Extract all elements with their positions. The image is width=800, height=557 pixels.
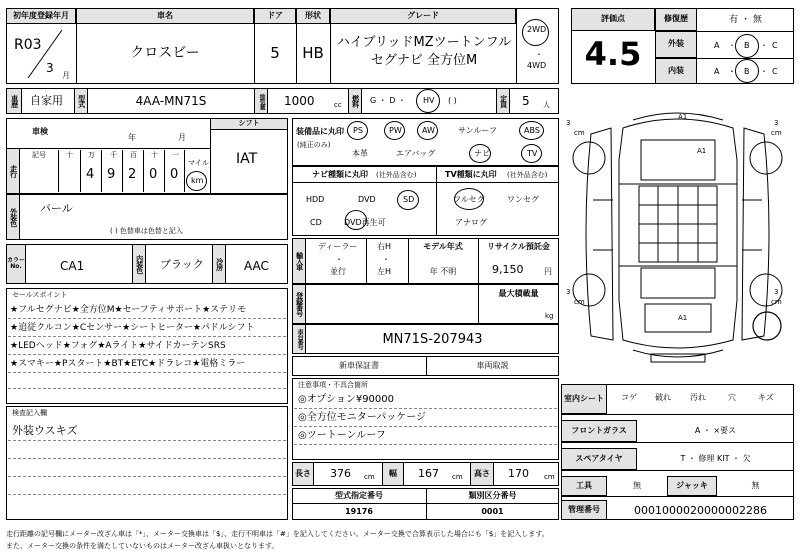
- sales-label: セールスポイント: [12, 291, 68, 299]
- length-label: 長さ: [292, 462, 314, 486]
- equipment-label: 装備品に丸印: [296, 127, 344, 136]
- drive-4wd: 4WD: [527, 61, 547, 70]
- diagram-unit-bl: cm: [574, 298, 585, 306]
- grade-label: グレード: [330, 8, 516, 24]
- int-color-value: ブラック: [160, 258, 204, 271]
- usage-label: 車歴: [6, 88, 22, 114]
- equip-navi-circle: [469, 144, 491, 163]
- class-no-value: 0001: [481, 507, 504, 516]
- tv-analog: アナログ: [455, 218, 487, 227]
- inspector-value: 外装ウスキズ: [12, 424, 78, 437]
- grade-value: ハイブリッドMZツートンフルセグナビ 全方位M: [336, 35, 512, 68]
- sales-line-3: ★スマキー★Pスタート★BT★ETC★ドラレコ★電格ミラー: [10, 359, 246, 369]
- mileage-digit-4: 0: [149, 167, 158, 182]
- mgmt-label: 管理番号: [561, 500, 607, 520]
- displacement-value: 1000: [284, 94, 315, 108]
- glass-value: A ・ ×要ス: [694, 426, 737, 435]
- equip-leather: 本革: [352, 149, 368, 158]
- capacity-unit: 人: [543, 101, 550, 109]
- notes-line-1: ◎全方位モニターパッケージ: [298, 412, 427, 423]
- interior-b: B: [744, 67, 750, 76]
- import-parallel: 並行: [330, 267, 346, 276]
- mileage-sub: 記号: [32, 151, 46, 159]
- equip-aw: AW: [422, 126, 435, 135]
- length-unit: cm: [364, 473, 375, 481]
- mileage-km-circle: [186, 171, 207, 191]
- mileage-unit-2: 千: [110, 151, 117, 159]
- exterior-c: C: [772, 41, 778, 50]
- equip-aw-circle: [417, 121, 438, 140]
- inspection-year: 年: [128, 133, 136, 142]
- tv-oneseg: ワンセグ: [507, 195, 539, 204]
- usage-value: 自家用: [30, 94, 63, 107]
- equip-airbag: エアバッグ: [396, 149, 436, 158]
- jack-label: ジャッキ: [667, 476, 717, 496]
- mileage-digit-5: 0: [170, 167, 179, 182]
- import-rh: 右H: [377, 242, 392, 251]
- class-no-label: 類別区分番号: [468, 491, 517, 500]
- model-label: 型式: [74, 88, 88, 114]
- max-load-unit: kg: [545, 312, 554, 320]
- shape-label: 形状: [296, 8, 330, 24]
- type-no-label: 型式指定番号: [335, 491, 383, 500]
- color-no-label: カラーNo.: [6, 244, 26, 284]
- length-value: 376: [330, 467, 351, 480]
- navi-sd-circle: [397, 190, 419, 210]
- diagram-unit-tr: cm: [771, 129, 782, 137]
- equip-tv: TV: [527, 149, 538, 158]
- tv-label: TV種類に丸印: [445, 170, 497, 179]
- jack-value: 無: [751, 481, 760, 490]
- mileage-unit-4: 十: [151, 151, 158, 159]
- fuel-hv: HV: [423, 96, 435, 105]
- equip-ps-circle: [347, 121, 368, 140]
- drive-2wd-circle: [522, 19, 549, 46]
- equip-tv-circle: [521, 144, 542, 163]
- mileage-label: 走行: [6, 148, 20, 194]
- equip-pw: PW: [389, 126, 402, 135]
- diagram-corner-br: 3: [774, 288, 779, 296]
- navi-cd: CD: [310, 218, 322, 227]
- color-note: ( ) 色替車は色替と記入: [110, 227, 183, 235]
- first-reg-label: 初年度登録年月: [6, 8, 76, 24]
- import-lh: 左H: [377, 267, 392, 276]
- navi-dvd-play: DVD再生可: [344, 218, 386, 227]
- car-name-label: 車名: [76, 8, 254, 24]
- fuel-opts: G ・ D ・: [370, 96, 406, 105]
- footer-line-1: また、メーター交換の条件を満たしていないものはメーター改ざん車扱いとなります。: [6, 542, 279, 550]
- score-value: 4.5: [584, 35, 642, 73]
- diagram-corner-bl: 3: [566, 288, 571, 296]
- footer-line-0: 走行距離の記号欄にメーター改ざん車は「*」、メーター交換車は「$」、走行不明車は「#」を記入してください。メーター交換で合算表示した場合にも「$」を記入します。: [6, 530, 549, 538]
- navi-sd: SD: [403, 195, 415, 204]
- height-value: 170: [508, 467, 529, 480]
- drive-2wd: 2WD: [527, 25, 547, 34]
- sales-line-2: ★LEDヘッド★フォグ★Aライト★サイドカーテンSRS: [10, 341, 226, 351]
- model-value: 4AA-MN71S: [135, 94, 207, 108]
- color-value: パール: [40, 202, 73, 215]
- type-no-value: 19176: [345, 507, 373, 516]
- capacity-label: 定員: [496, 88, 510, 114]
- mileage-unit-1: 万: [88, 151, 95, 159]
- diagram-unit-tl: cm: [574, 129, 585, 137]
- fuel-paren: ( ): [448, 96, 457, 105]
- notes-label: 注意事項・不具合箇所: [298, 381, 368, 389]
- tv-fullseg: フルセグ: [453, 195, 485, 204]
- shift-label: シフト: [210, 118, 288, 130]
- chassis-label: 車台番号: [292, 324, 306, 354]
- tools-value: 無: [633, 481, 641, 490]
- diagram-unit-br: cm: [771, 298, 782, 306]
- mileage-mile: マイル: [188, 159, 209, 167]
- exterior-b-circle: [735, 34, 759, 58]
- repair-options: 有 ・ 無: [729, 15, 762, 25]
- inspector-label: 検査記入欄: [12, 409, 47, 417]
- mileage-digit-2: 9: [107, 167, 116, 182]
- shape-value: HB: [302, 44, 324, 62]
- first-reg-month-unit: 月: [62, 71, 70, 80]
- notes-line-0: ◎オプション¥90000: [298, 394, 394, 405]
- width-label: 幅: [382, 462, 404, 486]
- seat-stain: 汚れ: [690, 393, 706, 402]
- interior-a: A: [714, 67, 720, 76]
- first-reg-month: 3: [46, 61, 54, 75]
- door-value: 5: [270, 44, 280, 62]
- seat-scratch: キズ: [758, 393, 774, 402]
- score-label: 評価点: [571, 8, 655, 31]
- width-unit: cm: [452, 473, 463, 481]
- seat-tear: 破れ: [655, 393, 671, 402]
- car-name-value: クロスビー: [130, 45, 200, 61]
- ac-label: 冷房: [212, 244, 226, 284]
- fuel-label: 燃料: [348, 88, 362, 114]
- color-label: 外装色: [6, 194, 20, 240]
- reg-no-label: 登録番号: [292, 284, 306, 324]
- mileage-unit-0: 十: [66, 151, 73, 159]
- recycle-unit: 円: [544, 267, 552, 276]
- import-label: 輸入車: [292, 238, 306, 284]
- diagram-a1-mid: A1: [697, 147, 707, 155]
- tv-sub: (社外品含む): [507, 171, 548, 179]
- repair-label: 修復歴: [655, 8, 697, 31]
- first-reg-era: R03: [14, 37, 42, 53]
- warranty-new: 新車保証書: [339, 361, 379, 370]
- interior-b-circle: [735, 59, 759, 83]
- navi-label: ナビ種類に丸印: [312, 170, 368, 179]
- width-value: 167: [418, 467, 439, 480]
- mgmt-value: 0001000020000002286: [634, 504, 767, 517]
- interior-c: C: [772, 67, 778, 76]
- door-label: ドア: [254, 8, 296, 24]
- spare-label: スペアタイヤ: [561, 448, 637, 470]
- diagram-corner-tl: 3: [566, 119, 571, 127]
- notes-line-2: ◎ツートーンルーフ: [298, 430, 386, 441]
- height-unit: cm: [544, 473, 555, 481]
- mileage-digit-3: 2: [128, 167, 137, 182]
- max-load-label: 最大積載量: [498, 289, 539, 298]
- model-year-value: 年 不明: [429, 267, 457, 276]
- seat-label: 室内シート: [561, 384, 607, 414]
- equip-abs-circle: [519, 121, 544, 140]
- mileage-unit-5: 一: [172, 151, 179, 159]
- sales-line-0: ★フルセグナビ★全方位M★セーフティサポート★ステリモ: [10, 305, 246, 315]
- inspection-label: 車検: [32, 127, 48, 136]
- exterior-a: A: [714, 41, 720, 50]
- mileage-km: km: [191, 176, 204, 185]
- inspection-month: 月: [178, 133, 186, 142]
- exterior-label: 外装: [655, 31, 697, 58]
- recycle-label: リサイクル預託金: [487, 242, 550, 251]
- navi-sub: (社外品含む): [376, 171, 417, 179]
- equip-abs: ABS: [524, 126, 540, 135]
- navi-dvd-play-circle: [345, 210, 367, 230]
- interior-label: 内装: [655, 58, 697, 84]
- exterior-b: B: [744, 41, 750, 50]
- navi-hdd: HDD: [306, 195, 325, 204]
- tv-fullseg-circle: [454, 188, 484, 210]
- mileage-unit-3: 百: [130, 151, 137, 159]
- equip-sunroof: サンルーフ: [458, 126, 497, 135]
- tools-label: 工具: [561, 476, 607, 496]
- seat-burn: コゲ: [621, 393, 637, 402]
- height-label: 高さ: [470, 462, 494, 486]
- equipment-sub: (純正のみ): [297, 141, 331, 149]
- chassis-value: MN71S-207943: [382, 332, 483, 347]
- int-color-label: 内装色: [132, 244, 146, 284]
- equip-pw-circle: [384, 121, 405, 140]
- capacity-value: 5: [522, 94, 530, 108]
- seat-hole: 穴: [728, 393, 736, 402]
- diagram-a1-bottom: A1: [678, 314, 688, 322]
- auction-sheet: 初年度登録年月 車名 ドア 形状 グレード R03 3 月 クロスビー 5 HB ハイブリッドMZツートンフルセグナビ 全方位M 2WD ・ 4WD 評価点 4.5 修復歴 有 ・ 無 外装 内装 A ・ B ・ C A ・ B ・ C 車歴 自家用 型式 4AA-MN71S 排気量 1000 cc 燃料 G ・ D ・ HV ( ) 定員 5 人 車検 年 月 シフト IAT 走行 記号 十 万 千 百 十 一 4 9 2 0 0 マイル km 装備品に丸印 (純正のみ) PS PW AW サンルーフ ABS 本革 エアバッグ ナビ TV ナビ種類に丸印 (社外品含む) TV種類に丸印 (社外品含む) HDD DVD SD CD DVD再生可 フルセグ ワンセグ アナログ 外装色 パール ( ) 色替車は色替と記入 カラーNo. CA1 内装色 ブラック 冷房 AAC 輸入車 ディーラー ・ 並行 右H ・ 左H モデル年式 年 不明 リサイクル預託金 9,150 円 セールスポイント ★フルセグナビ★全方位M★セーフティサポート★ステリモ ★追従クルコン★Cセンサー★シートヒーター★パドルシフト ★LEDヘッド★フォグ★Aライト★サイドカーテンSRS ★スマキー★Pスタート★BT★ETC★ドラレコ★電格ミラー 登録番号 最大積載量 kg 車台番号 MN71S-207943 新車保証書 車両取説 注意事項・不具合箇所 ◎オプション¥90000 ◎全方位モニターパッケージ ◎ツートーンルーフ 検査記入欄 外装ウスキズ 長さ 376 cm 幅 167 cm 高さ 170 cm 型式指定番号 19176 類別区分番号 0001 室内シート コゲ 破れ 汚れ 穴 キズ フロントガラス A ・ ×要ス スペアタイヤ T ・ 修理 KIT ・ 欠 工具 無 ジャッキ 無 管理番号 0001000020000002286 A1 A1 A1 3 3 3 3 cm cm cm cm 走行距離の記号欄にメーター改ざん車は「*」、メーター交換車は「$」、走行不明車は「#」を記入してください。メーター交換で合算表示した場合にも「$」を記入します。 また、メーター交換の条件を満たしていないものはメーター改ざん車扱いとなります。: [0, 0, 800, 557]
- equip-ps: PS: [353, 126, 363, 135]
- navi-dvd: DVD: [358, 195, 376, 204]
- car-diagram: [561, 100, 794, 382]
- sales-line-1: ★追従クルコン★Cセンサー★シートヒーター★パドルシフト: [10, 323, 255, 333]
- displacement-label: 排気量: [254, 88, 268, 114]
- diagram-a1-top: A1: [678, 113, 688, 121]
- warranty-manual: 車両取説: [476, 361, 509, 370]
- glass-label: フロントガラス: [561, 420, 637, 442]
- recycle-value: 9,150: [492, 263, 524, 276]
- diagram-corner-tr: 3: [774, 119, 779, 127]
- model-year-label: モデル年式: [423, 242, 463, 251]
- shift-value: IAT: [236, 151, 258, 167]
- equip-navi: ナビ: [474, 149, 490, 158]
- import-dealer: ディーラー: [318, 242, 358, 251]
- ac-value: AAC: [244, 259, 269, 273]
- displacement-unit: cc: [334, 101, 342, 109]
- spare-value: T ・ 修理 KIT ・ 欠: [680, 454, 751, 463]
- fuel-hv-circle: [416, 89, 440, 113]
- mileage-digit-1: 4: [86, 167, 95, 182]
- color-no-value: CA1: [60, 259, 85, 273]
